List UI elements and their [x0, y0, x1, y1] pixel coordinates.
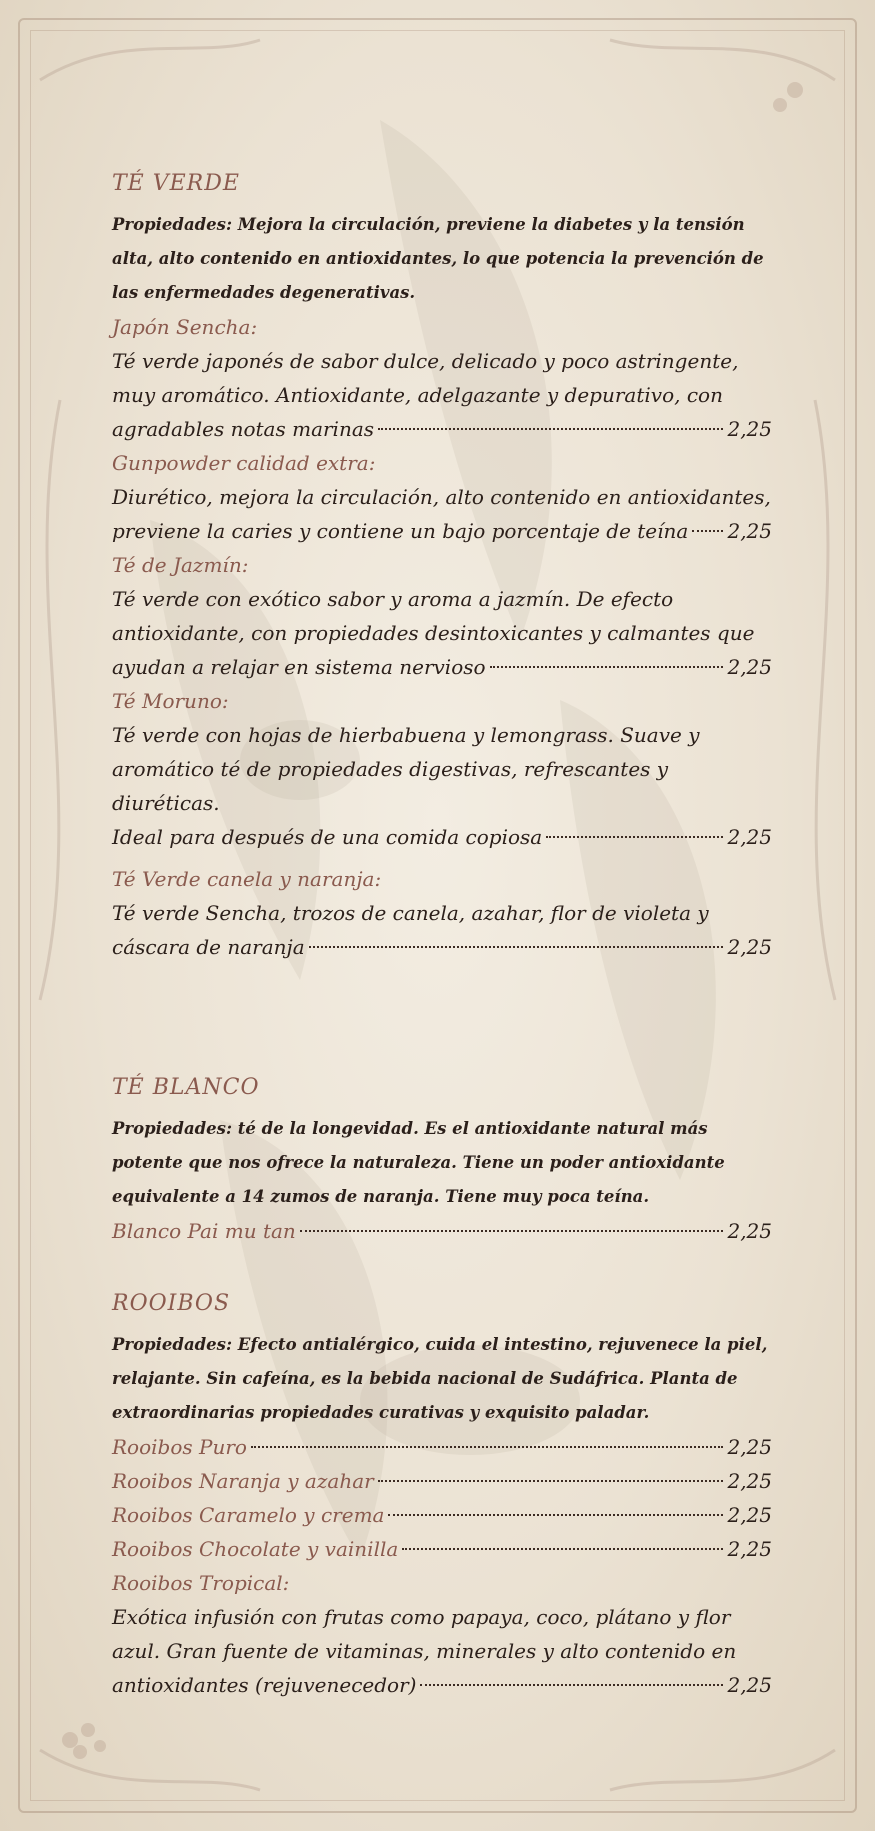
section-title-rooibos: ROOIBOS [112, 1291, 231, 1316]
item-price: 2,25 [727, 1219, 772, 1243]
dot-leader [300, 1230, 724, 1232]
dot-leader [402, 1548, 723, 1550]
item-name: Japón Sencha: [112, 315, 258, 339]
item-description: Exótica infusión con frutas como papaya, coco, plátano y flor azul. Gran fuente de vitaminas, minerales y alto contenido en [112, 1605, 737, 1663]
dot-leader [309, 946, 724, 948]
item-description: Té verde Sencha, trozos de canela, azahar, flor de violeta y [112, 901, 709, 925]
dot-leader [378, 428, 723, 430]
item-last-line: agradables notas marinas [112, 417, 375, 441]
item-last-line: cáscara de naranja [112, 935, 305, 959]
item-price: 2,25 [727, 519, 772, 543]
price-row [112, 820, 772, 854]
menu-item-rooibos-puro [112, 1430, 772, 1464]
item-name: Té de Jazmín: [112, 553, 249, 577]
price-row [112, 1668, 772, 1702]
dot-leader [546, 836, 723, 838]
te-blanco-properties: Propiedades: té de la longevidad. Es el antioxidante natural más potente que nos ofrece la naturaleza. Tiene un poder antioxidante equivalente a 14 zumos de naranja. Tiene muy poca teína. [112, 1119, 725, 1206]
item-name: Rooibos Tropical: [112, 1571, 290, 1595]
item-price: 2,25 [727, 825, 772, 849]
item-name: Rooibos Naranja y azahar [112, 1469, 374, 1493]
price-row [112, 514, 772, 548]
item-price: 2,25 [727, 417, 772, 441]
item-last-line: Ideal para después de una comida copiosa [112, 825, 543, 849]
menu-content [112, 168, 772, 1702]
item-last-line: ayudan a relajar en sistema nervioso [112, 655, 486, 679]
item-name: Té Verde canela y naranja: [112, 867, 382, 891]
item-last-line: previene la caries y contiene un bajo porcentaje de teína [112, 519, 689, 543]
dot-leader [490, 666, 724, 668]
menu-item-te-verde-canela-naranja [112, 862, 772, 964]
item-name: Rooibos Caramelo y crema [112, 1503, 385, 1527]
item-price: 2,25 [727, 1435, 772, 1459]
menu-item-gunpowder [112, 446, 772, 548]
dot-leader [420, 1684, 723, 1686]
rooibos-properties: Propiedades: Efecto antialérgico, cuida el intestino, rejuvenece la piel, relajante. Sin cafeína, es la bebida nacional de Sudáfrica. Planta de extraordinarias propiedades curativas y exquisito paladar. [112, 1335, 768, 1422]
item-price: 2,25 [727, 1503, 772, 1527]
item-name: Gunpowder calidad extra: [112, 451, 376, 475]
menu-item-japon-sencha [112, 310, 772, 446]
item-description: Té verde con exótico sabor y aroma a jazmín. De efecto antioxidante, con propiedades desintoxicantes y calmantes que [112, 587, 755, 645]
dot-leader [692, 530, 723, 532]
item-price: 2,25 [727, 655, 772, 679]
item-name: Té Moruno: [112, 689, 229, 713]
menu-item-rooibos-chocolate-vainilla [112, 1532, 772, 1566]
dot-leader [251, 1446, 724, 1448]
item-name: Blanco Pai mu tan [112, 1219, 296, 1243]
menu-item-te-moruno [112, 684, 772, 854]
menu-item-te-de-jazmin [112, 548, 772, 684]
menu-item-blanco-pai-mu-tan [112, 1214, 772, 1248]
price-row [112, 930, 772, 964]
item-name: Rooibos Chocolate y vainilla [112, 1537, 399, 1561]
menu-item-rooibos-naranja-azahar [112, 1464, 772, 1498]
menu-item-rooibos-caramelo-crema [112, 1498, 772, 1532]
item-description: Diurético, mejora la circulación, alto contenido en antioxidantes, [112, 485, 771, 509]
item-description: Té verde japonés de sabor dulce, delicado y poco astringente, muy aromático. Antioxidante, adelgazante y depurativo, con [112, 349, 739, 407]
menu-item-rooibos-tropical [112, 1566, 772, 1702]
dot-leader [378, 1480, 724, 1482]
item-price: 2,25 [727, 1673, 772, 1697]
te-verde-properties: Propiedades: Mejora la circulación, previene la diabetes y la tensión alta, alto contenido en antioxidantes, lo que potencia la prevención de las enfermedades degenerativas. [112, 215, 764, 302]
section-title-te-verde: TÉ VERDE [112, 171, 240, 196]
item-price: 2,25 [727, 935, 772, 959]
item-price: 2,25 [727, 1537, 772, 1561]
item-name: Rooibos Puro [112, 1435, 247, 1459]
price-row [112, 650, 772, 684]
price-row [112, 412, 772, 446]
item-last-line: antioxidantes (rejuvenecedor) [112, 1673, 417, 1697]
dot-leader [388, 1514, 723, 1516]
section-title-te-blanco: TÉ BLANCO [112, 1075, 260, 1100]
item-description: Té verde con hojas de hierbabuena y lemongrass. Suave y aromático té de propiedades digestivas, refrescantes y diuréticas. [112, 723, 700, 815]
item-price: 2,25 [727, 1469, 772, 1493]
